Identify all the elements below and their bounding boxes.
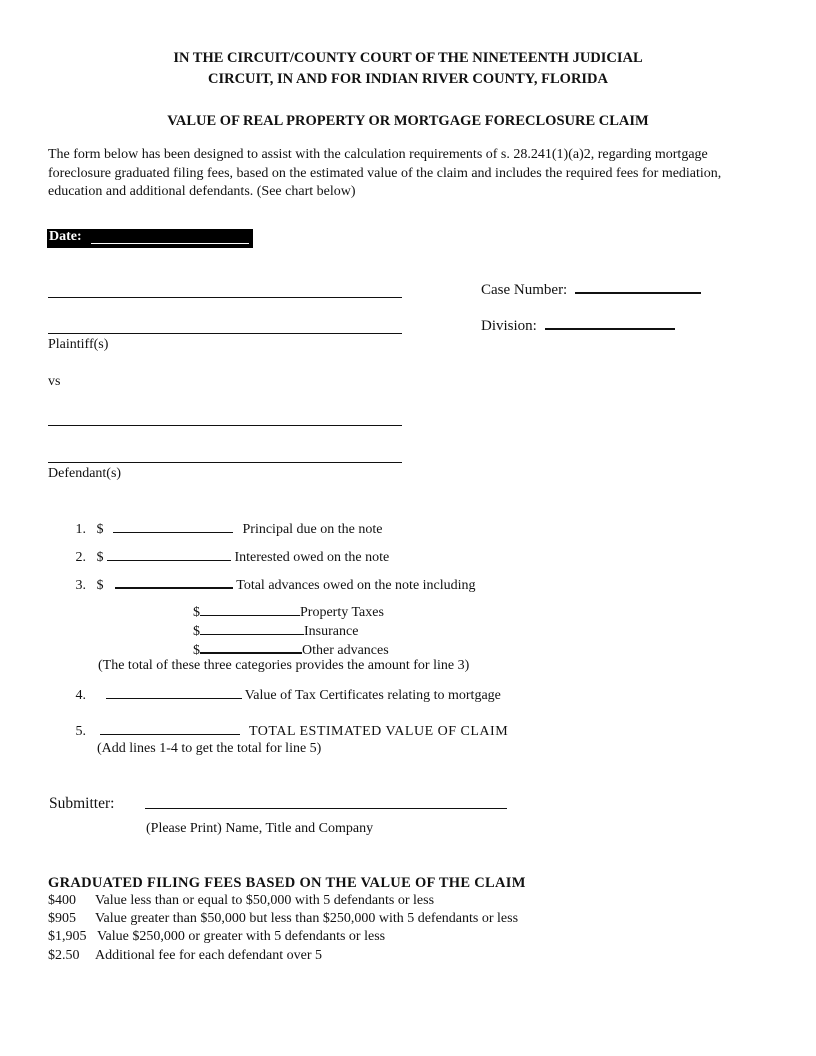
fee-amount: $2.50 (48, 948, 80, 963)
court-heading-line2: CIRCUIT, IN AND FOR INDIAN RIVER COUNTY, FLORIDA (208, 71, 608, 87)
case-number-label: Case Number: (481, 282, 568, 298)
line-item-5 (66, 722, 508, 740)
line-3-number: 3. (75, 578, 86, 593)
fee-row (48, 911, 518, 927)
line-1-dollar: $ (96, 522, 104, 537)
defendant-line-2[interactable] (48, 462, 402, 463)
fees-heading: GRADUATED FILING FEES BASED ON THE VALUE OF THE CLAIM (48, 875, 526, 891)
line-2-blank[interactable] (107, 548, 231, 561)
sub-line-2-dollar: $ (193, 624, 200, 639)
case-number-blank[interactable] (575, 280, 701, 294)
date-blank[interactable] (91, 243, 249, 244)
line-4-label: Value of Tax Certificates relating to mortgage (244, 688, 501, 703)
fee-description: Value greater than $50,000 but less than $250,000 with 5 defendants or less (95, 911, 519, 926)
line-item-4 (66, 686, 501, 704)
sub-line-1-label: Property Taxes (300, 605, 384, 620)
sub-line-3-label: Other advances (302, 643, 389, 658)
date-field[interactable] (47, 229, 253, 248)
insurance-blank[interactable] (200, 622, 304, 635)
form-title: VALUE OF REAL PROPERTY OR MORTGAGE FORECLOSURE CLAIM (167, 113, 649, 129)
fee-description: Additional fee for each defendant over 5 (95, 948, 323, 963)
division-field (481, 316, 675, 335)
case-number-field (481, 280, 701, 299)
line-2-dollar: $ (96, 550, 104, 565)
date-label: Date: (49, 229, 82, 244)
other-advances-blank[interactable] (200, 640, 302, 654)
line-1-number: 1. (75, 522, 86, 537)
line-4-number: 4. (75, 688, 86, 703)
line-3-dollar: $ (96, 578, 104, 593)
defendant-line-1[interactable] (48, 425, 402, 426)
fee-description: Value $250,000 or greater with 5 defendants or less (97, 929, 386, 944)
sub-line-2-label: Insurance (304, 624, 359, 639)
line-1-blank[interactable] (113, 520, 233, 533)
line-2-label: Interested owed on the note (234, 550, 390, 565)
division-blank[interactable] (545, 316, 675, 330)
sub-line-property-taxes (193, 603, 384, 621)
line-5-blank[interactable] (100, 722, 240, 735)
line-item-1 (66, 520, 382, 538)
fee-row (48, 929, 385, 945)
line-4-blank[interactable] (106, 686, 242, 699)
line-2-number: 2. (75, 550, 86, 565)
property-taxes-blank[interactable] (200, 603, 300, 616)
vs-label: vs (48, 374, 61, 389)
line-5-note: (Add lines 1-4 to get the total for line 5) (97, 741, 322, 756)
submitter-note: (Please Print) Name, Title and Company (146, 821, 374, 836)
court-heading-line1: IN THE CIRCUIT/COUNTY COURT OF THE NINETEENTH JUDICIAL (173, 50, 643, 66)
division-label: Division: (481, 318, 537, 334)
fee-description: Value less than or equal to $50,000 with 5 defendants or less (95, 893, 435, 908)
line-item-3 (66, 575, 476, 594)
fee-amount: $400 (48, 893, 76, 908)
line-5-label: TOTAL ESTIMATED VALUE OF CLAIM (249, 724, 509, 739)
sub-line-note: (The total of these three categories provides the amount for line 3) (98, 658, 470, 673)
submitter-blank[interactable] (145, 808, 507, 809)
line-3-label: Total advances owed on the note including (236, 578, 476, 593)
defendant-label: Defendant(s) (48, 466, 122, 481)
sub-line-other-advances (193, 640, 389, 659)
plaintiff-line-1[interactable] (48, 297, 402, 298)
fee-row (48, 948, 322, 964)
line-3-blank[interactable] (115, 575, 233, 589)
line-5-number: 5. (75, 724, 86, 739)
submitter-label: Submitter: (49, 795, 115, 812)
line-1-label: Principal due on the note (242, 522, 383, 537)
fee-amount: $905 (48, 911, 76, 926)
fee-amount: $1,905 (48, 929, 87, 944)
sub-line-3-dollar: $ (193, 643, 200, 658)
fee-row (48, 893, 434, 909)
plaintiff-line-2[interactable] (48, 333, 402, 334)
sub-line-1-dollar: $ (193, 605, 200, 620)
line-item-2 (66, 548, 389, 566)
intro-paragraph: The form below has been designed to assist with the calculation requirements of s. 28.241(1)(a)2, regarding mortgage foreclosure graduated filing fees, based on the estimated value of the claim and includes the required fees for mediation, education and additional defendants. (See chart below) (48, 147, 722, 199)
sub-line-insurance (193, 622, 358, 640)
plaintiff-label: Plaintiff(s) (48, 337, 109, 352)
